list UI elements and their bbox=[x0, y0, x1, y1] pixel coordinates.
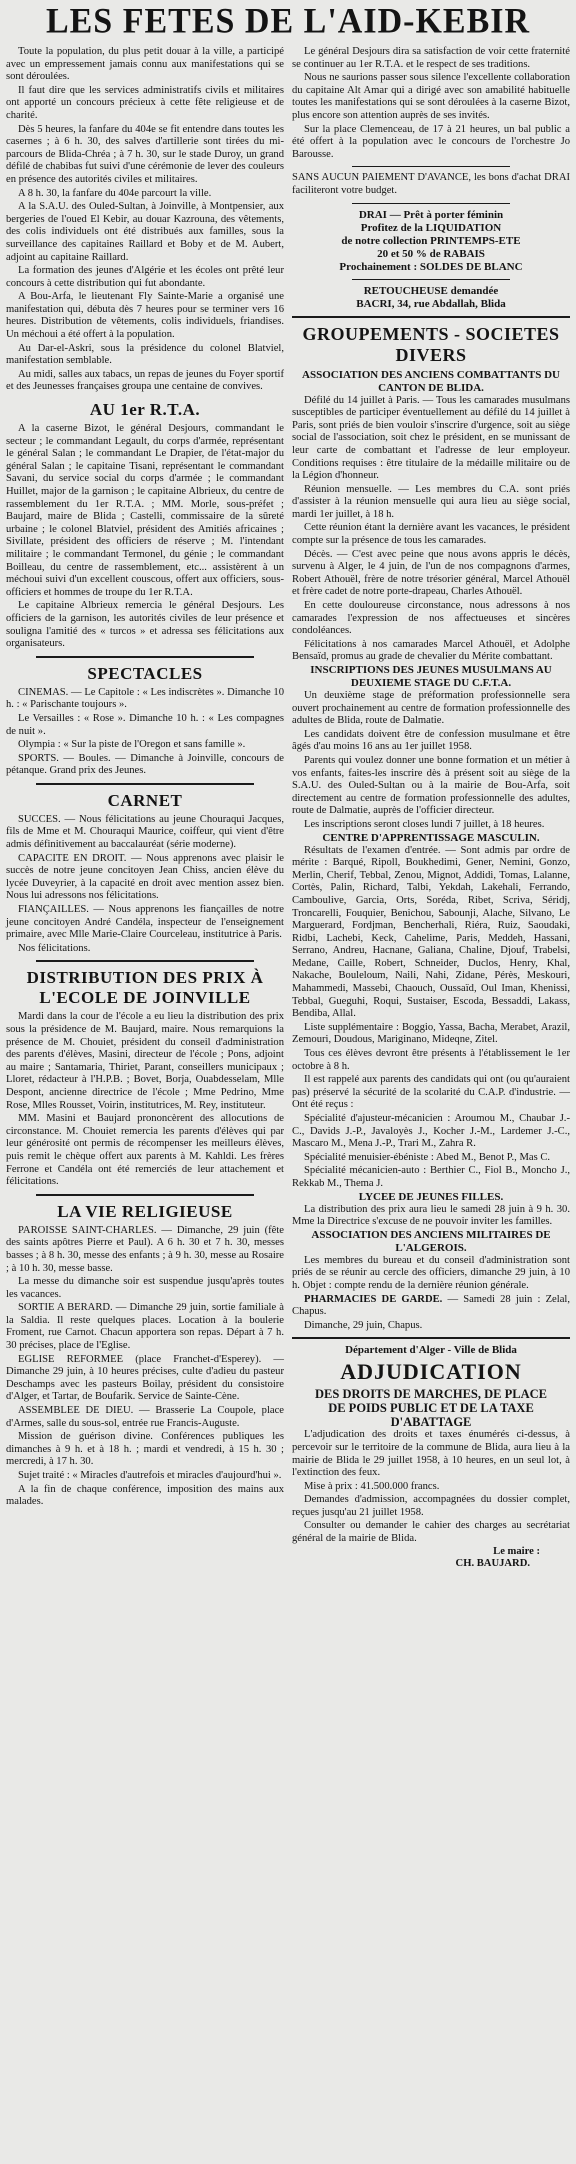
divider bbox=[36, 1194, 254, 1196]
pharmacies-text: — Samedi 28 juin : Zelal, Chapus. bbox=[292, 1293, 570, 1318]
paragraph: Cette réunion étant la dernière avant les vacances, le président compte sur la présence de tous les camarades. bbox=[292, 522, 570, 547]
adjudication-subtitle: D'ABATTAGE bbox=[390, 1415, 472, 1430]
paragraph: Félicitations à nos camarades Marcel Athouël, et Adolphe Bensaïd, promus au grade de chevalier du Mérite combattant. bbox=[292, 638, 570, 663]
paragraph: Le Versailles : « Rose ». Dimanche 10 h. : « Les compagnes de nuit ». bbox=[6, 712, 284, 737]
section-title-rta: AU 1er R.T.A. bbox=[89, 400, 201, 420]
paragraph: ASSEMBLEE DE DIEU. — Brasserie La Coupole, place d'Armes, salle du sous-sol, entrée rue Francis-Auguste. bbox=[6, 1405, 284, 1429]
paragraph: Parents qui voulez donner une bonne formation et un métier à vos enfants, faites-les inscrire dès à présent soit au siège de la S.A.U. des Ouled-Sultan ou à la mairie de Bou-Arfa, soit directement au centre de formation professionnelle des adultes, route de Dalmatie, auprès de l'officier directeur. bbox=[292, 754, 570, 817]
divider bbox=[292, 1337, 570, 1339]
ad-line: DRAI — Prêt à porter féminin bbox=[358, 208, 504, 221]
paragraph: Spécialité d'ajusteur-mécanicien : Aroumou M., Chaubar J.-C., Davids J.-P., Javaloyès J., Kocher J.-M., Lardemer J.-C., Mascaro M., Mena J.-P., Trari M., Zahra R. bbox=[292, 1113, 570, 1150]
paragraph: Nos félicitations. bbox=[18, 942, 91, 954]
divider bbox=[292, 316, 570, 318]
department-line: Département d'Alger - Ville de Blida bbox=[345, 1344, 517, 1357]
paragraph: SORTIE A BERARD. — Dimanche 29 juin, sortie familiale à la Saldia. Il reste quelques places. Location à la boulerie Froment, rue Carnot. Chacun apportera son repas. Départ à 7 h. 30 précises, place de l'Eglise. bbox=[6, 1302, 284, 1352]
paragraph: Le général Desjours dira sa satisfaction de voir cette fraternité se continuer au 1er R.T.A. et le respect de ses traditions. bbox=[292, 46, 570, 70]
ad-line: 20 et 50 % de RABAIS bbox=[377, 247, 485, 260]
paragraph: MM. Masini et Baujard prononcèrent des allocutions de circonstance. M. Chouiet remercia les parents d'élèves qui par leur générosité ont permis de récompenser les meilleurs élèves, puis remit le chèque offert aux parents à M. Kahldi. Les frères Ferrone et Candéla ont été remerciés de leur attachement et félicitations. bbox=[6, 1113, 284, 1188]
ad-line: RETOUCHEUSE demandée bbox=[363, 284, 499, 297]
paragraph: SUCCES. — Nous félicitations au jeune Chouraqui Jacques, fils de Mme et M. Chouraqui Maurice, coiffeur, qui vient d'être admis définitivement au baccalauréat (série moderne). bbox=[6, 813, 284, 851]
paragraph: CAPACITE EN DROIT. — Nous apprenons avec plaisir le succès de notre jeune concitoyen Jean Chiss, ancien élève du lycée Duveyrier, à la capacité en droit avec mention assez bien. Nous lui adressons nos félicitations. bbox=[6, 852, 284, 902]
paragraph: Les candidats doivent être de confession musulmane et être âgés d'au moins 16 ans au 1er juillet 1958. bbox=[292, 728, 570, 753]
paragraph: La formation des jeunes d'Algérie et les écoles ont prêté leur concours à cette distribution qui fut abondante. bbox=[6, 265, 284, 289]
subtitle-anciens-militaires: ASSOCIATION DES ANCIENS MILITAIRES DE L'ALGEROIS. bbox=[311, 1228, 551, 1254]
paragraph: Nous ne saurions passer sous silence l'excellente collaboration du capitaine Alt Amar qui a dirigé avec son amabilité habituelle toutes les manifestations qui se sont déroulées à la caserne Bizot, plus encore son attention auprès de ses invités. bbox=[292, 72, 570, 121]
adjudication-subtitle: DE POIDS PUBLIC ET DE LA TAXE bbox=[328, 1401, 534, 1416]
paragraph: En cette douloureuse circonstance, nous adressons à nos camarades l'expression de nos affectueuses et sincères condoléances. bbox=[292, 600, 570, 637]
paragraph: Dimanche, 29 juin, Chapus. bbox=[304, 1319, 423, 1331]
ad-drai-liquidation bbox=[292, 209, 570, 274]
section-title-prix: DISTRIBUTION DES PRIX À L'ECOLE DE JOINVILLE bbox=[26, 968, 264, 1008]
divider bbox=[352, 166, 510, 167]
paragraph: La messe du dimanche soir est suspendue jusqu'après toutes les vacances. bbox=[6, 1276, 284, 1300]
subtitle-centre-apprentissage: CENTRE D'APPRENTISSAGE MASCULIN. bbox=[322, 831, 540, 844]
paragraph: Il est rappelé aux parents des candidats qui ont (ou qu'auraient pas) préservé la sécurité de la scolarité du C.A.P. d'industrie. — Ont été reçus : bbox=[292, 1074, 570, 1111]
pharmacies-label: PHARMACIES DE GARDE. bbox=[304, 1293, 443, 1305]
paragraph: Mardi dans la cour de l'école a eu lieu la distribution des prix sous la présidence de M. Baujard, maire. Nous remarquions la présence de M. Chouiet, président du conseil d'administration des parents d'élèves, Masini, directeur de l'école ; Pons, adjoint au maire ; Santamaria, Thiriet, Parant, conseillers municipaux ; Lloret, rédacteur à l'H.P.B. ; Bovet, Borja, Ouabdesselam, Mlle Despont, ancienne directrice de l'école ; Mme Pedrino, Mme Rose, Mlles Rousset, Voirin, institutrices, M. Rey, instituteur. bbox=[6, 1011, 284, 1111]
divider bbox=[36, 783, 254, 785]
divider bbox=[352, 203, 510, 204]
signature-title: Le maire : bbox=[493, 1545, 540, 1557]
section-title-groupements: GROUPEMENTS - SOCIETES DIVERS bbox=[302, 323, 560, 365]
paragraph: A 8 h. 30, la fanfare du 404e parcourt la ville. bbox=[18, 187, 212, 199]
paragraph: Spécialité mécanicien-auto : Berthier C., Fiol B., Moncho J., Rekkab M., Thema J. bbox=[292, 1165, 570, 1189]
paragraph: Sur la place Clemenceau, de 17 à 21 heures, un bal public a été offert à la population avec le concours de l'orchestre Jo Barousse. bbox=[292, 123, 570, 160]
paragraph: A la S.A.U. des Ouled-Sultan, à Joinville, à Montpensier, aux bergeries de l'oued El Kebir, au douar Kazrouna, des vêtements, des colis individuels ont été distribués aux familles, sous la surveillance des capitaines Raillard et Boby et de M. Aubert, adjoint au capitaine Raillard. bbox=[6, 201, 284, 263]
paragraph: Au midi, salles aux tabacs, un repas de jeunes du Foyer sportif et des Jeunesses françaises groupa une centaine de convives. bbox=[6, 368, 284, 393]
adjudication-subtitle: DES DROITS DE MARCHES, DE PLACE bbox=[315, 1387, 547, 1402]
paragraph: Mise à prix : 41.500.000 francs. bbox=[304, 1480, 440, 1492]
paragraph: Spécialité menuisier-ébéniste : Abed M., Benot P., Mas C. bbox=[304, 1151, 551, 1163]
paragraph: A la fin de chaque conférence, imposition des mains aux malades. bbox=[6, 1483, 284, 1508]
right-column bbox=[292, 46, 570, 1571]
paragraph: SPORTS. — Boules. — Dimanche à Joinville, concours de pétanque. Grand prix des Jeunes. bbox=[6, 752, 284, 777]
paragraph: Tous ces élèves devront être présents à l'établissement le 1er octobre à 8 h. bbox=[292, 1048, 570, 1072]
signature-name: CH. BAUJARD. bbox=[455, 1558, 530, 1570]
paragraph: Sujet traité : « Miracles d'autrefois et miracles d'aujourd'hui ». bbox=[18, 1470, 282, 1481]
divider bbox=[36, 656, 254, 658]
subtitle-inscriptions: INSCRIPTIONS DES JEUNES MUSULMANS AU DEUXIEME STAGE DU C.F.T.A. bbox=[310, 664, 552, 689]
paragraph: CINEMAS. — Le Capitole : « Les indiscrètes ». Dimanche 10 h. : « Parischante toujours ». bbox=[6, 686, 284, 711]
paragraph: Un deuxième stage de préformation professionnelle sera ouvert prochainement au centre de formation professionnelle des adultes de Blida, route de Dalmatie. bbox=[292, 690, 570, 727]
ad-line: de notre collection PRINTEMPS-ETE bbox=[341, 234, 521, 247]
paragraph: Demandes d'admission, accompagnées du dossier complet, reçues jusqu'au 21 juillet 1958. bbox=[292, 1494, 570, 1518]
paragraph: La distribution des prix aura lieu le samedi 28 juin à 9 h. 30. Mme la Directrice s'excuse de ne pouvoir inviter les familles. bbox=[292, 1203, 570, 1228]
section-title-carnet: CARNET bbox=[107, 790, 183, 810]
ad-line: BACRI, 34, rue Abdallah, Blida bbox=[356, 297, 506, 310]
paragraph: Il faut dire que les services administratifs civils et militaires ont apporté un concours précieux à cette fête religieuse et de charité. bbox=[6, 84, 284, 121]
paragraph: Toute la population, du plus petit douar à la ville, a participé avec un empressement jamais connu aux manifestations qui se sont déroulées. bbox=[6, 46, 284, 83]
ad-retoucheuse bbox=[292, 285, 570, 311]
paragraph: A la caserne Bizot, le général Desjours, commandant le secteur ; le commandant Legault, du corps d'armée, représentant le général Salan ; le commandant Le Drapier, de l'état-major du général Salan ; le capitaine Tisani, représentant le commandant Savani, du service social du corps d'armée ; le commandant Huillet, major de la garnison ; le capitaine Albrieux, du centre de rassemblement du 1er R.T.A. ; MM. Morle, sous-préfet ; Baujard, maire de Blida ; Castelli, commissaire de la sûreté urbaine ; le colonel Blatviel, président des Amitiés africaines ; Sivillate, président des officiers de réserve ; M. l'intendant militaire ; le commandant Termonel, du génie ; le commandant Boilleau, du centre de rassemblement, etc... assistèrent à un méchoui suivi d'un excellent couscous, offert aux officiers, sous-officiers et hommes de troupe du 1er R.T.A. bbox=[6, 423, 284, 598]
paragraph: Les membres du bureau et du conseil d'administration sont priés de se réunir au cercle des officiers, dimanche 29 juin, à 10 h. Objet : compte rendu de la dernière réunion générale. bbox=[292, 1254, 570, 1291]
adjudication-title: ADJUDICATION bbox=[340, 1359, 522, 1385]
paragraph: Liste supplémentaire : Boggio, Yassa, Bacha, Merabet, Arazil, Zemouri, Doudous, Mariginano, Mideqne, Zitel. bbox=[292, 1021, 570, 1046]
paragraph: Décès. — C'est avec peine que nous avons appris le décès, survenu à Alger, le 4 juin, de l'un de nos compagnons d'armes, Robert Athouël, frère de notre trésorier général, Marcel Athouël et frère cadet de notre porte-drapeau, Charles Athouël. bbox=[292, 548, 570, 598]
ad-line: Profitez de la LIQUIDATION bbox=[360, 221, 502, 234]
paragraph: Les inscriptions seront closes lundi 7 juillet, à 18 heures. bbox=[304, 818, 545, 830]
intro-article bbox=[6, 46, 284, 394]
section-title-spectacles: SPECTACLES bbox=[87, 663, 203, 683]
divider bbox=[352, 279, 510, 280]
paragraph: Consulter ou demander le cahier des charges au secrétariat général de la mairie de Blida. bbox=[292, 1520, 570, 1545]
paragraph: Résultats de l'examen d'entrée. — Sont admis par ordre de mérite : Barqué, Ripoll, Boukhedimi, Gener, Nemini, Gonzo, Merlin, Cherif, Tebbal, Zenou, Mignot, Addidi, Tomas, Lalanne, Cortès, Palin, Richard, Talbi, Yekdah, Lakehali, Ferrando, Camboulive, Garcia, Orts, Soréda, Ribet, Scriva, Séridj, Troncarelli, Fouquier, Benichou, Sabounji, Alache, Silvano, Le Marguerard, Fordjman, Bencherhali, Riéra, Ruiz, Saoudaki, Ridbi, Lachebi, Keck, Cahelime, Paris, Meddeh, Hassani, Serrano, Andreu, Hacnane, Galiana, Chaline, Djouf, Trabelsi, Medane, Caille, Robert, Schneider, Duclos, Henry, Khal, Nakache, Bouleloum, Naili, Nahi, Zidane, Pérès, Meskouri, Mahammedi, Massebi, Chaouch, Oussaïd, Oul Iman, Khenissi, Tebbal, Gueguhi, Roqui, Sustaiser, Escoda, Bessaddi, Lakass, Bendiba, Allal. bbox=[292, 844, 570, 1020]
subtitle-anciens-combattants: ASSOCIATION DES ANCIENS COMBATTANTS DU CANTON DE BLIDA. bbox=[302, 368, 560, 394]
paragraph: EGLISE REFORMEE (place Franchet-d'Esperey). — Dimanche 29 juin, à 10 heures précises, culte d'adieu du pasteur Deschamps avec les pasteurs Boilay, président du consistoire d'Alger, et Tartar, de Boufarik. Service de Sainte-Cène. bbox=[6, 1353, 284, 1403]
left-column bbox=[6, 46, 284, 1571]
subtitle-lycee: LYCEE DE JEUNES FILLES. bbox=[358, 1190, 504, 1203]
ad-drai-credit: SANS AUCUN PAIEMENT D'AVANCE, les bons d'achat DRAI faciliteront votre budget. bbox=[292, 172, 570, 196]
columns bbox=[6, 46, 570, 1571]
paragraph-pharmacies bbox=[292, 1294, 570, 1319]
paragraph: Au Dar-el-Askri, sous la présidence du colonel Blatviel, manifestation semblable. bbox=[6, 342, 284, 367]
paragraph: FIANÇAILLES. — Nous apprenons les fiançailles de notre jeune concitoyen André Candéla, inspecteur de l'enseignement primaire, avec Mlle Marie-Claire Courceleau, institutrice à Paris. bbox=[6, 904, 284, 941]
paragraph: Défilé du 14 juillet à Paris. — Tous les camarades musulmans susceptibles de participer éventuellement au défilé du 14 juillet à Paris, sont priés de bien vouloir s'inscrire d'urgence, soit au siège social de l'association, soit chez le président, en se munissant de leur carte de combattant et l'adresse de leur employeur. Conditions requises : être titulaire de la médaille militaire ou de la Légion d'honneur. bbox=[292, 394, 570, 482]
paragraph: PAROISSE SAINT-CHARLES. — Dimanche, 29 juin (fête des saints apôtres Pierre et Paul). A 6 h. 30 et 7 h. 30, messes basses ; à 8 h. 30, messe des enfants ; à 9 h. 30, messe au Rosaire ; à 10 h. 30, messe basse. bbox=[6, 1224, 284, 1274]
paragraph: Le capitaine Albrieux remercia le général Desjours. Les officiers de la garnison, les autorités civiles de leur présence et souligna l'amitié des « turcos » et adressa ses félicitations aux organisateurs. bbox=[6, 600, 284, 650]
page-headline: LES FETES DE L'AID-KEBIR bbox=[45, 2, 531, 41]
paragraph: A Bou-Arfa, le lieutenant Fly Sainte-Marie a organisé une manifestation qui, débuta dès 7 heures pour se terminer vers 16 heures. Distribution de vêtements, colis individuels, friandises. Un méchoui a été offert à la population. bbox=[6, 291, 284, 341]
paragraph: L'adjudication des droits et taxes énumérés ci-dessus, à percevoir sur le territoire de la commune de Blida, aura lieu à la mairie de Blida le 29 juillet 1958, à 10 heures, en un seul lot, à l'extinction des feux. bbox=[292, 1429, 570, 1479]
ad-line: Prochainement : SOLDES DE BLANC bbox=[339, 260, 523, 273]
divider bbox=[36, 960, 254, 962]
paragraph: Dès 5 heures, la fanfare du 404e se fit entendre dans toutes les casernes ; à 6 h. 30, des salves d'artillerie sont tirées du mi-parcours de Blida-Chréa ; à 7 h. 30, sur le stade Duroy, un grand défilé de chabibas fut suivi d'une cérémonie de lever des couleurs en présence des autorités civiles et militaires. bbox=[6, 123, 284, 185]
section-title-vie-religieuse: LA VIE RELIGIEUSE bbox=[57, 1201, 233, 1221]
paragraph: Réunion mensuelle. — Les membres du C.A. sont priés d'assister à la réunion mensuelle qui aura lieu au siège social, mardi 1er juillet, à 18 h. bbox=[292, 483, 570, 520]
paragraph: Olympia : « Sur la piste de l'Oregon et sans famille ». bbox=[18, 739, 246, 751]
paragraph: Mission de guérison divine. Conférences publiques les dimanches à 9 h. et à 18 h. ; mardi et vendredi, à 15 h. 30 ; mercredi, à 17 h. 30. bbox=[6, 1431, 284, 1468]
